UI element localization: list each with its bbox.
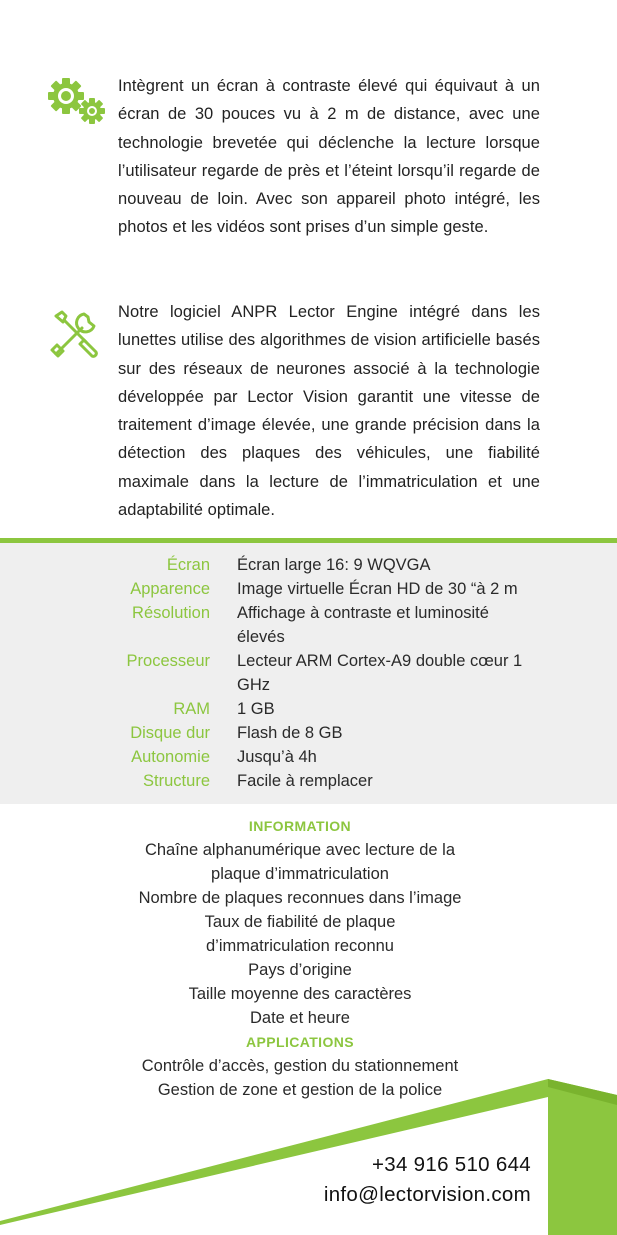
information-line: Taux de fiabilité de plaque — [204, 913, 396, 931]
spec-label: Processeur — [126, 652, 210, 670]
spec-label: Disque dur — [130, 724, 210, 742]
information-line: Nombre de plaques reconnues dans l’image — [138, 889, 462, 907]
contact-phone[interactable]: +34 916 510 644 — [372, 1153, 531, 1176]
spec-value: Jusqu’à 4h — [237, 748, 317, 766]
information-line: Pays d’origine — [248, 961, 352, 979]
spec-value: Écran large 16: 9 WQVGA — [237, 556, 431, 574]
information-line: Date et heure — [250, 1009, 350, 1027]
information-section — [0, 814, 600, 1102]
spec-label: Apparence — [130, 580, 210, 598]
application-line: Gestion de zone et gestion de la police — [157, 1081, 443, 1099]
spec-value: Image virtuelle Écran HD de 30 “à 2 m — [237, 580, 518, 598]
spec-value: Lecteur ARM Cortex-A9 double cœur 1 GHz — [237, 652, 523, 694]
spec-value: Facile à remplacer — [237, 772, 373, 790]
feature-software-text: Notre logiciel ANPR Lector Engine intégré dans les lunettes utilise des algorithmes de vision artificielle basés sur des réseaux de neurones associé à la technologie développée par Lector Vision garantit une vitesse de traitement d’image élevée, une grande précision dans la détection des plaques des véhicules, une fiabilité maximale dans la lecture de l’immatriculation et une adaptabilité optimale. — [118, 303, 540, 520]
feature-display-text: Intègrent un écran à contraste élevé qui équivaut à un écran de 30 pouces vu à 2 m de distance, avec une technologie brevetée qui déclenche la lecture lorsque l’utilisateur regarde de près et l’éteint lorsqu’il regarde de nouveau de loin. Avec son appareil photo intégré, les photos et les vidéos sont prises d’un simple geste. — [118, 77, 540, 237]
spec-label: Écran — [166, 556, 210, 574]
spec-label: RAM — [173, 700, 210, 718]
applications-heading: APPLICATIONS — [246, 1034, 354, 1050]
application-line: Contrôle d’accès, gestion du stationnement — [141, 1057, 459, 1075]
spec-label: Résolution — [132, 604, 210, 622]
contact-email[interactable]: info@lectorvision.com — [323, 1183, 531, 1206]
information-line: plaque d’immatriculation — [211, 865, 389, 883]
information-line: Chaîne alphanumérique avec lecture de la — [144, 841, 456, 859]
spec-value: 1 GB — [237, 700, 275, 718]
spec-table — [0, 538, 617, 804]
information-line: d’immatriculation reconnu — [205, 937, 394, 955]
information-heading: INFORMATION — [248, 818, 352, 834]
gears-icon — [44, 74, 108, 134]
information-line: Taille moyenne des caractères — [188, 985, 412, 1003]
spec-label: Autonomie — [131, 748, 210, 766]
spec-value: Affichage à contraste et luminosité élevés — [237, 604, 489, 646]
spec-label: Structure — [143, 772, 210, 790]
spec-value: Flash de 8 GB — [237, 724, 343, 742]
tools-icon — [44, 304, 108, 364]
